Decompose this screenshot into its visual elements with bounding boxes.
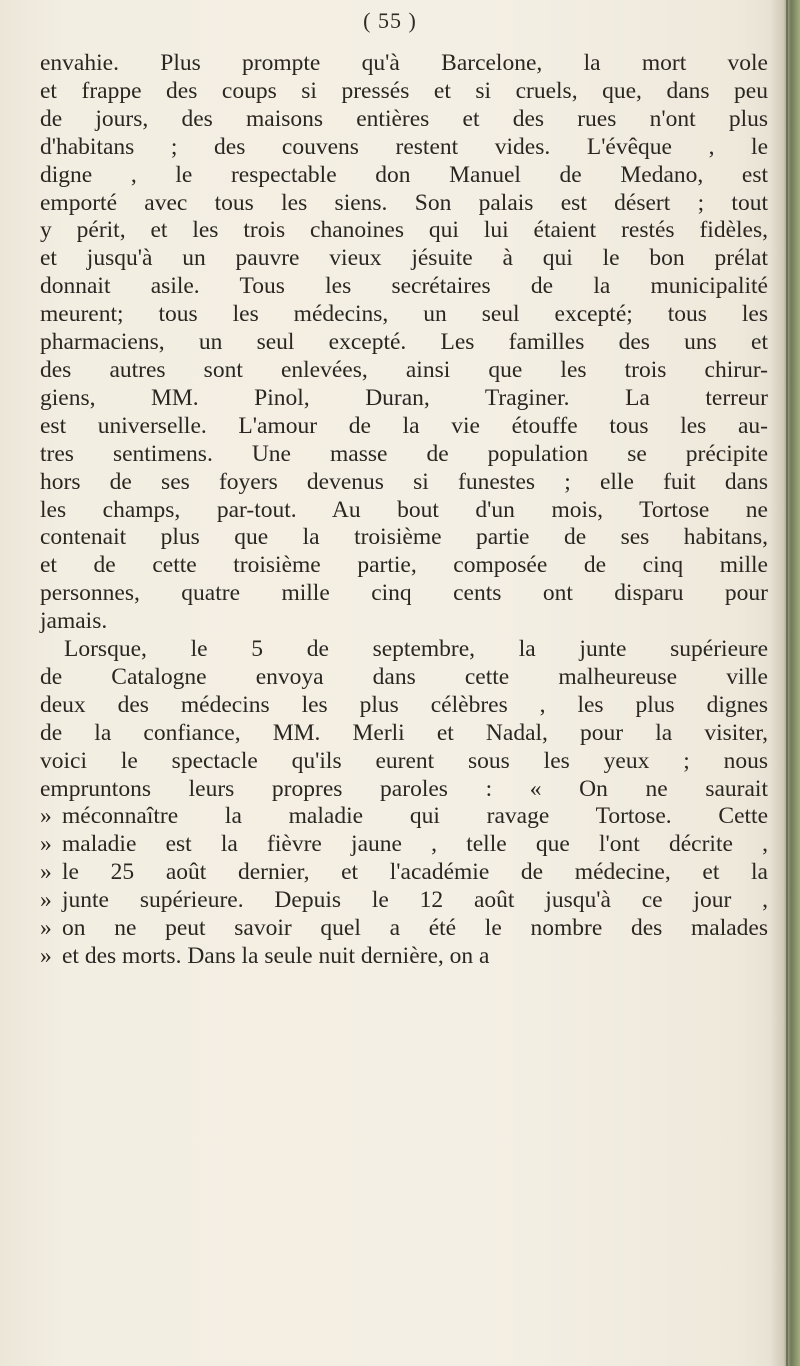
quote-text: on ne peut savoir quel a été le nombre des malades	[62, 915, 768, 942]
text-line: meurent; tous les médecins, un seul excepté; tous les	[40, 301, 768, 328]
quote-mark: »	[40, 943, 52, 969]
text-line: et de cette troisième partie, composée de cinq mille	[40, 552, 768, 579]
quote-line	[40, 803, 768, 831]
text-line: voici le spectacle qu'ils eurent sous les yeux ; nous	[40, 747, 768, 774]
text-line: personnes, quatre mille cinq cents ont disparu pour	[40, 580, 768, 607]
quote-text: et des morts. Dans la seule nuit dernière, on a	[62, 943, 490, 969]
paragraph-1	[40, 50, 768, 636]
quote-mark: »	[40, 831, 52, 858]
quote-text: maladie est la fièvre jaune , telle que l'ont décrite ,	[62, 831, 768, 858]
quote-text: junte supérieure. Depuis le 12 août jusqu'à ce jour ,	[62, 887, 768, 914]
text-line: pharmaciens, un seul excepté. Les familles des uns et	[40, 329, 768, 356]
text-line: digne , le respectable don Manuel de Medano, est	[40, 161, 768, 188]
quote-line	[40, 943, 768, 971]
text-line: donnait asile. Tous les secrétaires de la municipalité	[40, 273, 768, 300]
quote-line	[40, 915, 768, 943]
text-line: jamais.	[40, 608, 108, 635]
text-line: Lorsque, le 5 de septembre, la junte supérieure	[64, 636, 768, 663]
text-line: d'habitans ; des couvens restent vides. L'évêque , le	[40, 133, 768, 160]
quote-line	[40, 859, 768, 887]
binding-line	[786, 0, 788, 1366]
quote-text: le 25 août dernier, et l'académie de médecine, et la	[62, 859, 768, 886]
quoted-passage	[40, 803, 768, 970]
text-line: deux des médecins les plus célèbres , les plus dignes	[40, 691, 768, 718]
text-line: hors de ses foyers devenus si funestes ; elle fuit dans	[40, 468, 768, 495]
text-line: les champs, par-tout. Au bout d'un mois, Tortose ne	[40, 496, 768, 523]
text-line: emporté avec tous les siens. Son palais est désert ; tout	[40, 189, 768, 216]
quote-line	[40, 887, 768, 915]
quote-text: méconnaître la maladie qui ravage Tortose. Cette	[62, 803, 768, 830]
quote-line	[40, 831, 768, 859]
page-edge-shadow	[770, 0, 800, 1366]
text-line: de la confiance, MM. Merli et Nadal, pour la visiter,	[40, 719, 768, 746]
quote-mark: »	[40, 915, 52, 942]
quote-mark: »	[40, 803, 52, 830]
text-line: y périt, et les trois chanoines qui lui étaient restés fidèles,	[40, 217, 768, 244]
paragraph-2	[40, 636, 768, 803]
quote-mark: »	[40, 859, 52, 886]
text-line: envahie. Plus prompte qu'à Barcelone, la mort vole	[40, 50, 768, 76]
quote-mark: »	[40, 887, 52, 914]
text-line: giens, MM. Pinol, Duran, Traginer. La terreur	[40, 384, 768, 411]
text-line: de Catalogne envoya dans cette malheureuse ville	[40, 663, 768, 690]
text-line: empruntons leurs propres paroles : « On ne saurait	[40, 775, 768, 802]
text-line: des autres sont enlevées, ainsi que les trois chirur-	[40, 356, 768, 383]
text-line: et jusqu'à un pauvre vieux jésuite à qui le bon prélat	[40, 245, 768, 272]
text-line: et frappe des coups si pressés et si cruels, que, dans peu	[40, 77, 768, 104]
page-number: ( 55 )	[363, 8, 417, 33]
text-line: de jours, des maisons entières et des rues n'ont plus	[40, 105, 768, 132]
text-line: tres sentimens. Une masse de population se précipite	[40, 440, 768, 467]
body-text	[40, 50, 768, 971]
text-line: est universelle. L'amour de la vie étouffe tous les au-	[40, 412, 768, 439]
text-line: contenait plus que la troisième partie de ses habitans,	[40, 524, 768, 551]
